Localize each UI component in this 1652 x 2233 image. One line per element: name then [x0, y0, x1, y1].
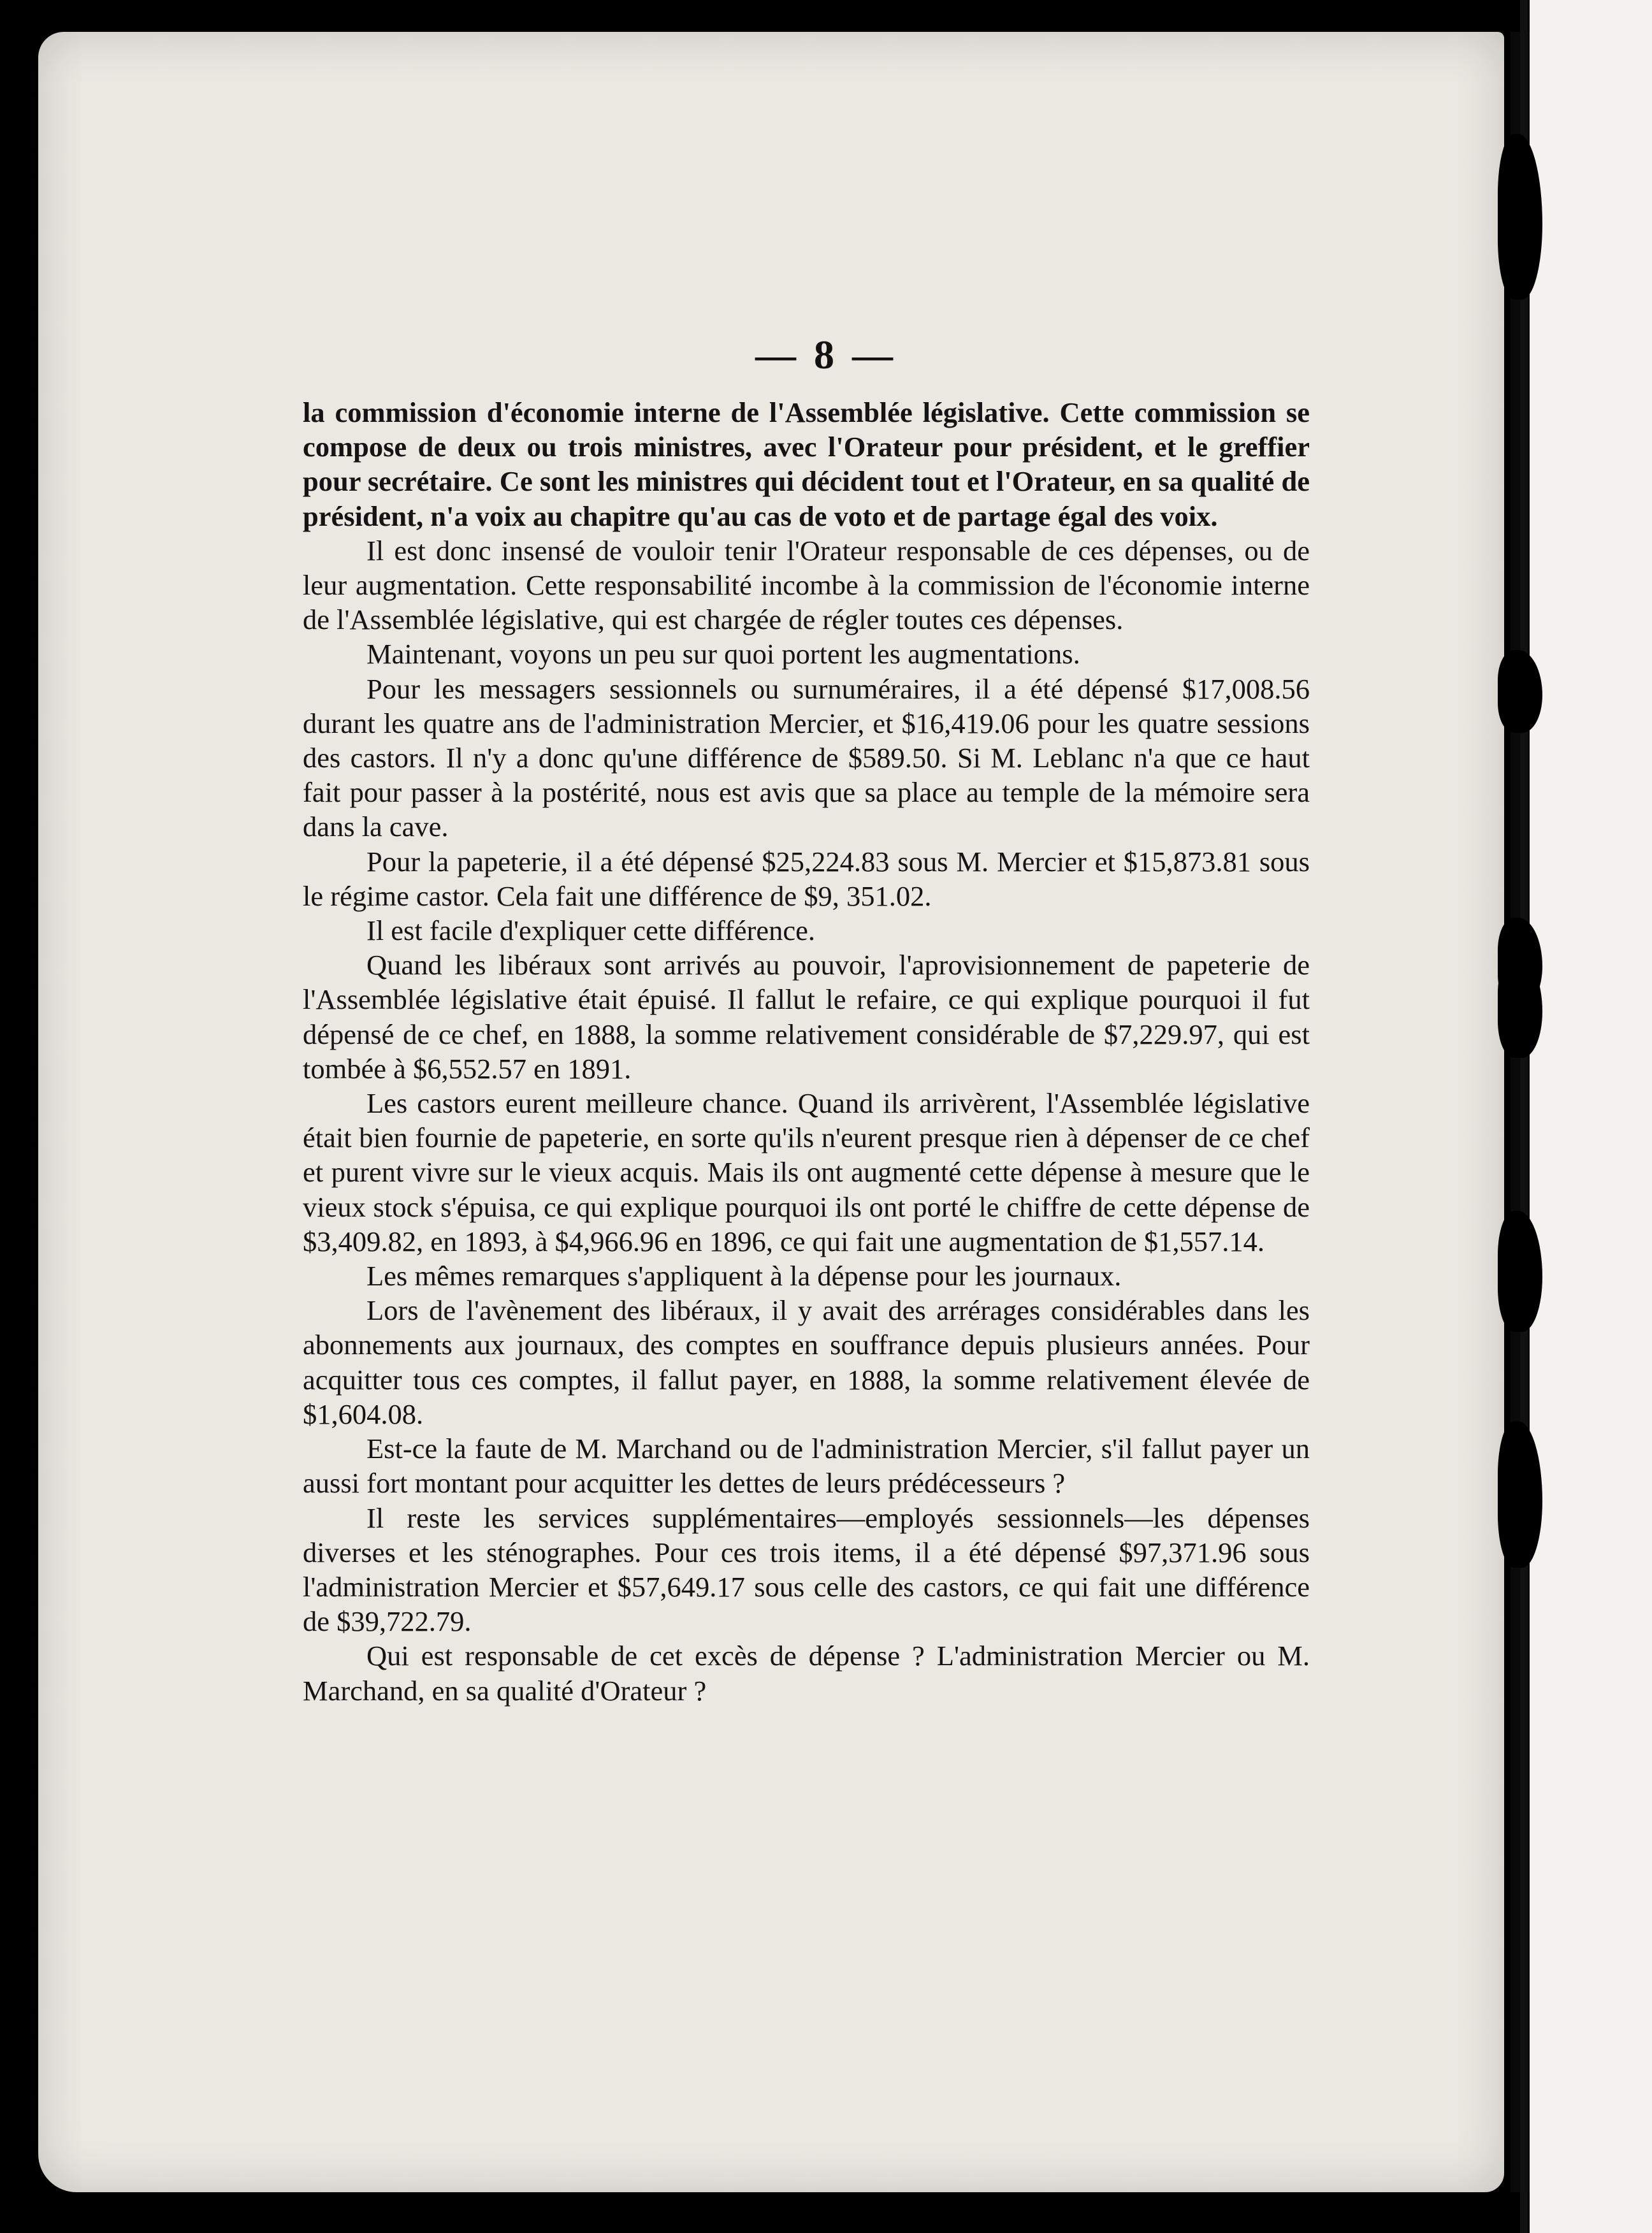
- paragraph: Quand les libéraux sont arrivés au pouvoir, l'aprovisionnement de papeterie de l'Assemblée législative était épuisé. Il fallut le refaire, ce qui explique pourquoi il fut dépensé de ce chef, en 1888, la somme relativement considérable de $7,229.97, qui est tombée à $6,552.57 en 1891.: [303, 949, 1310, 1085]
- paragraph: Les castors eurent meilleure chance. Quand ils arrivèrent, l'Assemblée législative était bien fournie de papeterie, en sorte qu'ils n'eurent presque rien à dépenser de ce chef et purent vivre sur le vieux acquis. Mais ils ont augmenté cette dépense à mesure que le vieux stock s'épuisa, ce qui explique pourquoi ils ont porté le chiffre de cette dépense de $3,409.82, en 1893, à $4,966.96 en 1896, ce qui fait une augmentation de $1,557.14.: [303, 1087, 1310, 1257]
- page-number: — 8 —: [755, 332, 897, 377]
- paragraph: Qui est responsable de cet excès de dépense ? L'administration Mercier ou M. Marchand, en sa qualité d'Orateur ?: [303, 1640, 1310, 1707]
- paragraph: Les mêmes remarques s'appliquent à la dépense pour les journaux.: [366, 1260, 1122, 1292]
- paragraph: Lors de l'avènement des libéraux, il y avait des arrérages considérables dans les abonnements aux journaux, des comptes en souffrance depuis plusieurs années. Pour acquitter tous ces comptes, il fallut payer, en 1888, la somme relativement élevée de $1,604.08.: [303, 1294, 1310, 1430]
- paragraph: Est-ce la faute de M. Marchand ou de l'administration Mercier, s'il fallut payer un aussi fort montant pour acquitter les dettes de leurs prédécesseurs ?: [303, 1433, 1310, 1500]
- paragraph: Pour les messagers sessionnels ou surnuméraires, il a été dépensé $17,008.56 durant les quatre ans de l'administration Mercier, et $16,419.06 pour les quatre sessions des castors. Il n'y a donc qu'une différence de $589.50. Si M. Leblanc n'a que ce haut fait pour passer à la postérité, nous est avis que sa place au temple de la mémoire sera dans la cave.: [303, 672, 1310, 843]
- paragraph: Pour la papeterie, il a été dépensé $25,224.83 sous M. Mercier et $15,873.81 sous le régime castor. Cela fait une différence de $9, 351.02.: [303, 845, 1310, 912]
- paragraph: Maintenant, voyons un peu sur quoi portent les augmentations.: [366, 638, 1080, 670]
- paragraph: Il reste les services supplémentaires—employés sessionnels—les dépenses diverses et les sténographes. Pour ces trois items, il a été dépensé $97,371.96 sous l'administration Mercier et $57,649.17 sous celle des castors, ce qui fait une différence de $39,722.79.: [303, 1501, 1310, 1638]
- paragraph: Il est facile d'expliquer cette différence.: [366, 914, 815, 947]
- paragraph: la commission d'économie interne de l'Assemblée législative. Cette commission se compose de deux ou trois ministres, avec l'Orateur pour président, et le greffier pour secrétaire. Ce sont les ministres qui décident tout et l'Orateur, en sa qualité de président, n'a voix au chapitre qu'au cas de voto et de partage égal des voix.: [303, 396, 1310, 532]
- body-text: [303, 395, 1310, 1708]
- paragraph: Il est donc insensé de vouloir tenir l'Orateur responsable de ces dépenses, ou de leur augmentation. Cette responsabilité incombe à la commission de l'économie interne de l'Assemblée législative, qui est chargée de régler toutes ces dépenses.: [303, 534, 1310, 636]
